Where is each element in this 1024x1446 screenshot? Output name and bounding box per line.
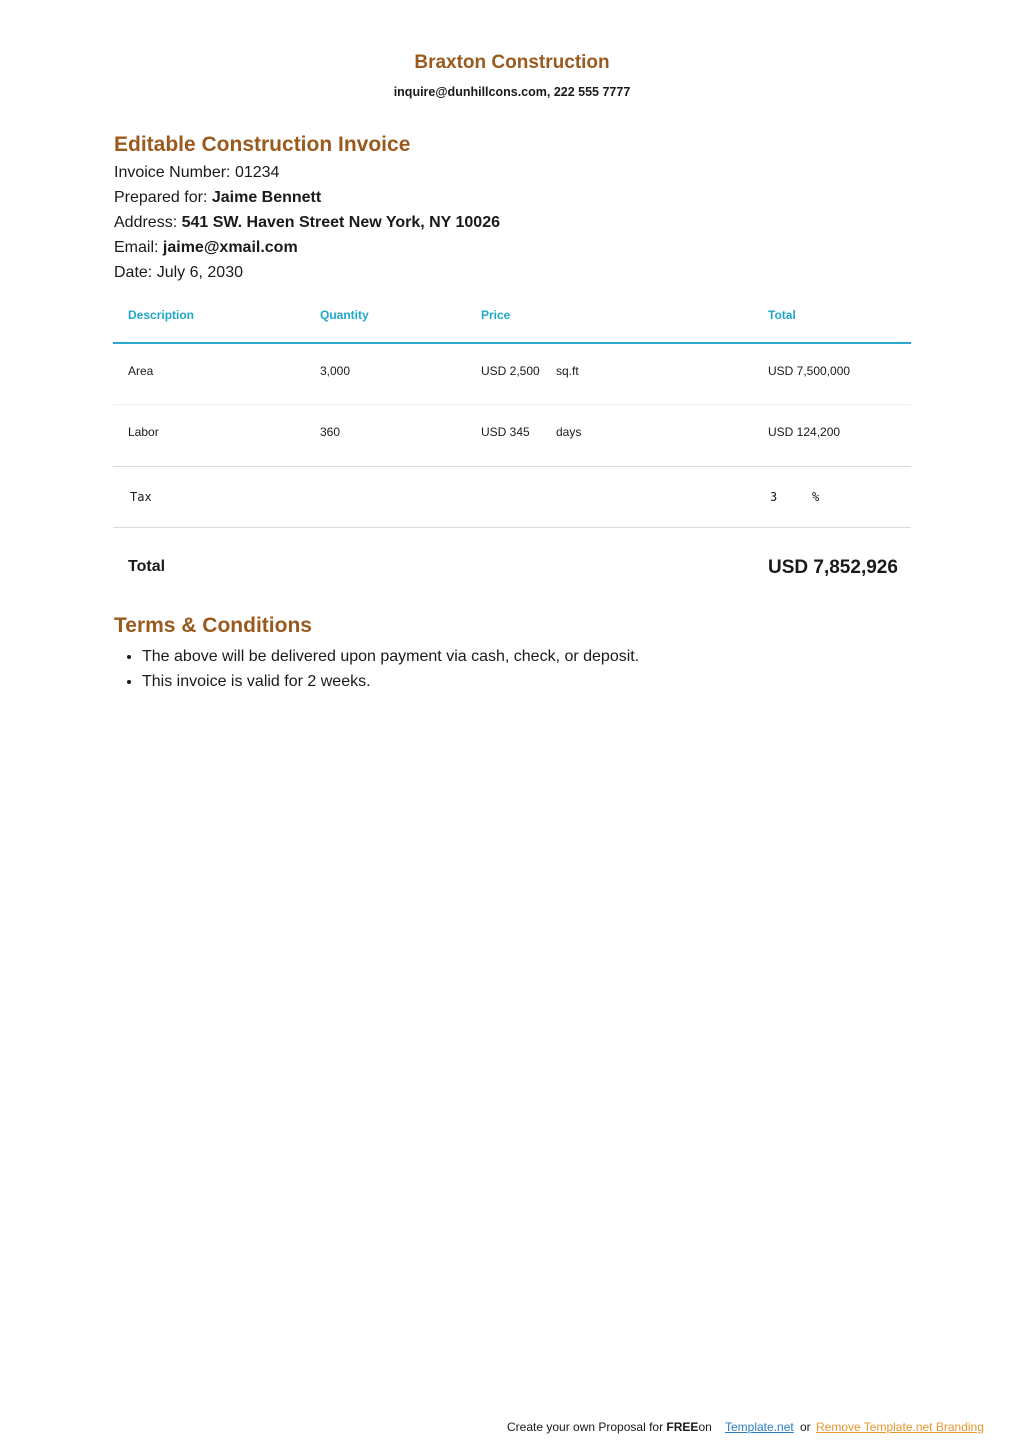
row-total: USD 124,200	[768, 425, 841, 439]
row-unit: days	[556, 425, 582, 439]
column-header-quantity: Quantity	[320, 308, 369, 322]
document-title: Editable Construction Invoice	[114, 133, 411, 156]
row-quantity: 360	[320, 425, 341, 439]
prepared-for-value: Jaime Bennett	[211, 189, 322, 206]
row-divider	[113, 527, 911, 528]
terms-list	[114, 644, 639, 694]
grand-total-label: Total	[128, 558, 166, 575]
column-header-total: Total	[768, 308, 796, 322]
remove-branding-link[interactable]: Remove Template.net Branding	[816, 1420, 984, 1434]
list-item: • The above will be delivered upon payment via cash, check, or deposit.	[142, 644, 639, 669]
row-price: USD 345	[481, 425, 530, 439]
date-value: July 6, 2030	[156, 264, 243, 281]
invoice-number-label: Invoice Number:	[114, 164, 231, 181]
column-header-price: Price	[481, 308, 511, 322]
row-divider	[113, 466, 911, 467]
tax-unit: %	[812, 490, 820, 504]
grand-total-value: USD 7,852,926	[768, 557, 898, 578]
list-item: • This invoice is valid for 2 weeks.	[142, 669, 639, 694]
template-net-link[interactable]: Template.net	[725, 1420, 794, 1434]
row-quantity: 3,000	[320, 364, 351, 378]
company-contact: inquire@dunhillcons.com, 222 555 7777	[393, 85, 631, 99]
prepared-for-label: Prepared for:	[114, 189, 208, 206]
row-price: USD 2,500	[481, 364, 540, 378]
date-line	[114, 264, 243, 282]
invoice-number-value: 01234	[234, 164, 280, 181]
address-line	[114, 214, 500, 232]
address-label: Address:	[114, 214, 178, 231]
email-label: Email:	[114, 239, 159, 256]
terms-title: Terms & Conditions	[114, 614, 312, 637]
footer-or: or	[800, 1420, 811, 1434]
row-description: Area	[128, 364, 154, 378]
row-unit: sq.ft	[556, 364, 579, 378]
footer-free: FREE	[666, 1420, 699, 1434]
tax-value: 3	[770, 490, 778, 504]
email-value: jaime@xmail.com	[162, 239, 298, 256]
prepared-for-line	[114, 189, 321, 207]
address-value: 541 SW. Haven Street New York, NY 10026	[181, 214, 500, 231]
footer-branding	[507, 1420, 712, 1434]
tax-label: Tax	[130, 490, 152, 504]
header-divider	[113, 342, 911, 344]
invoice-number-line	[114, 164, 279, 182]
footer-prefix: Create your own Proposal for	[507, 1420, 664, 1434]
date-label: Date:	[114, 264, 153, 281]
row-divider	[113, 404, 911, 405]
row-description: Labor	[128, 425, 159, 439]
email-line	[114, 239, 298, 257]
footer-on: on	[698, 1420, 712, 1434]
row-total: USD 7,500,000	[768, 364, 851, 378]
column-header-description: Description	[128, 308, 195, 322]
company-name: Braxton Construction	[414, 52, 610, 73]
